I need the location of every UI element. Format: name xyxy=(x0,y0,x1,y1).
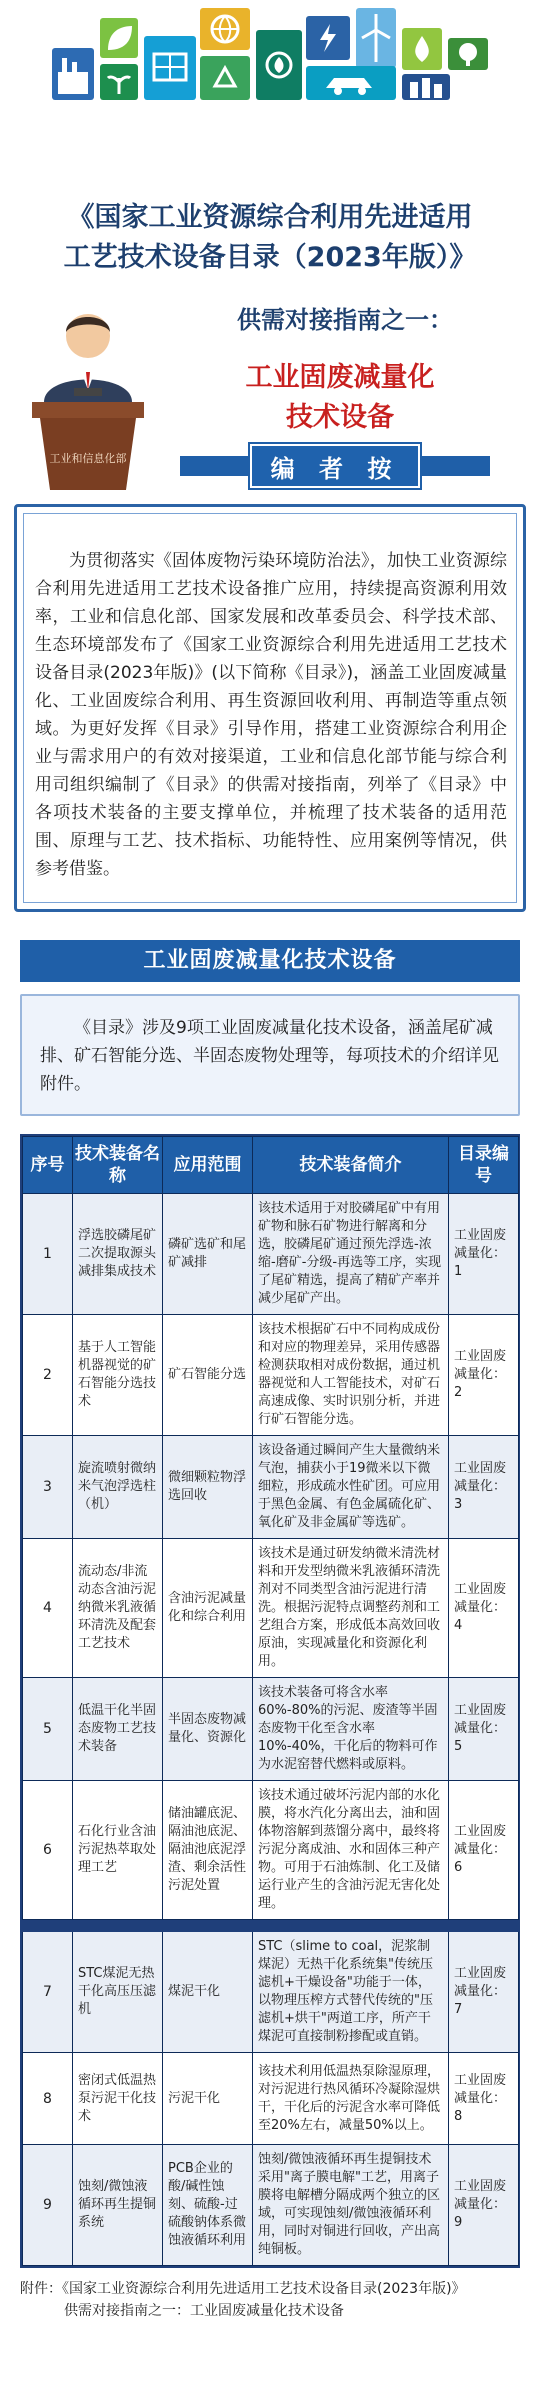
table-header-row xyxy=(23,1137,519,1194)
table-row xyxy=(23,2053,519,2145)
row-scope: 储油罐底泥、隔油池底泥、隔油池底泥浮渣、剩余活性污泥处置 xyxy=(163,1781,253,1920)
document-title xyxy=(0,198,540,278)
leaf-cycle-icon xyxy=(256,30,302,100)
row-code: 工业固废减量化：8 xyxy=(449,2053,519,2145)
solar-panel-icon xyxy=(144,36,196,100)
header-code: 目录编号 xyxy=(449,1137,519,1194)
topic-title xyxy=(190,358,490,438)
table-divider xyxy=(23,1920,519,1932)
row-scope: 矿石智能分选 xyxy=(163,1315,253,1436)
row-desc: 该技术通过破坏污泥内部的水化膜，将水汽化分离出去，油和固体物溶解到蒸馏分离中，最终将污泥分离成油、水和固体三种产物。可用于石油炼制、化工及储运行业产生的含油污泥无害化处理。 xyxy=(253,1781,449,1920)
row-name: 浮选胶磷尾矿二次提取源头减排集成技术 xyxy=(73,1194,163,1315)
row-scope: 半固态废物减量化、资源化 xyxy=(163,1678,253,1781)
recycle-icon xyxy=(200,56,250,100)
leaf-icon xyxy=(100,18,138,58)
attachment-line-1: 附件：《国家工业资源综合利用先进适用工艺技术设备目录(2023年版)》 xyxy=(20,2281,466,2297)
row-desc: 该技术利用低温热泵除湿原理，对污泥进行热风循环冷凝除湿烘干，干化后的污泥含水率可降低至20%左右，减量50%以上。 xyxy=(253,2053,449,2145)
row-seq: 6 xyxy=(23,1781,73,1920)
row-seq: 5 xyxy=(23,1678,73,1781)
section-intro-text: 《目录》涉及9项工业固废减量化技术设备，涵盖尾矿减排、矿石智能分选、半固态废物处理等，每项技术的介绍详见附件。 xyxy=(40,1018,499,1094)
row-scope: 含油污泥减量化和综合利用 xyxy=(163,1539,253,1678)
row-code: 工业固废减量化：7 xyxy=(449,1932,519,2053)
header-name: 技术装备名称 xyxy=(73,1137,163,1194)
plant-sprout-icon xyxy=(100,64,138,100)
title-line-2: 工艺技术设备目录（2023年版）》 xyxy=(63,242,477,273)
table-row xyxy=(23,1194,519,1315)
technology-table-grid xyxy=(22,1136,519,2266)
header-desc: 技术装备简介 xyxy=(253,1137,449,1194)
table-row xyxy=(23,1436,519,1539)
editor-note-label: 编 者 按 xyxy=(250,444,420,488)
row-scope: 微细颗粒物浮选回收 xyxy=(163,1436,253,1539)
technology-table xyxy=(20,1134,520,2268)
row-seq: 9 xyxy=(23,2145,73,2266)
speaker-at-podium-illustration xyxy=(14,302,162,492)
row-scope: 污泥干化 xyxy=(163,2053,253,2145)
row-name: 流动态/非流动态含油污泥纳微米乳液循环清洗及配套工艺技术 xyxy=(73,1539,163,1678)
row-scope: 磷矿选矿和尾矿减排 xyxy=(163,1194,253,1315)
editor-note-box xyxy=(14,504,526,912)
row-code: 工业固废减量化：6 xyxy=(449,1781,519,1920)
guide-header xyxy=(0,292,540,492)
row-code: 工业固废减量化：9 xyxy=(449,2145,519,2266)
row-name: 石化行业含油污泥热萃取处理工艺 xyxy=(73,1781,163,1920)
row-name: 低温干化半固态废物工艺技术装备 xyxy=(73,1678,163,1781)
row-code: 工业固废减量化：1 xyxy=(449,1194,519,1315)
row-desc: 该技术是通过研发纳微米清洗材料和开发型纳微米乳液循环清洗剂对不同类型含油污泥进行清洗。根据污泥特点调整药剂和工艺组合方案，形成低本高效回收原油，实现减量化和资源化利用。 xyxy=(253,1539,449,1678)
editor-note-paragraph: 为贯彻落实《固体废物污染环境防治法》，加快工业资源综合利用先进适用工艺技术设备推广应用，持续提高资源利用效率，工业和信息化部、国家发展和改革委员会、科学技术部、生态环境部发布了《国家工业资源综合利用先进适用工艺技术设备目录(2023年版)》(以下简称《目录》)，涵盖工业固废减量化、工业固废综合利用、再生资源回收利用、再制造等重点领域。为更好发挥《目录》引导作用，搭建工业资源综合利用企业与需求用户的有效对接渠道，工业和信息化部节能与综合利用司组织编制了《目录》的供需对接指南，列举了《目录》中各项技术装备的主要支撑单位，并梳理了技术装备的适用范围、原理与工艺、技术指标、功能特性、应用案例等情况，供参考借鉴。 xyxy=(35,551,507,879)
row-name: 密闭式低温热泵污泥干化技术 xyxy=(73,2053,163,2145)
row-name: 旋流喷射微纳米气泡浮选柱（机） xyxy=(73,1436,163,1539)
table-row xyxy=(23,1678,519,1781)
water-drop-icon xyxy=(402,28,442,70)
row-code: 工业固废减量化：2 xyxy=(449,1315,519,1436)
row-name: 基于人工智能机器视觉的矿石智能分选技术 xyxy=(73,1315,163,1436)
podium-label: 工业和信息化部 xyxy=(49,452,127,465)
lightning-icon xyxy=(306,16,350,60)
topic-line-2: 技术设备 xyxy=(286,402,394,433)
series-title: 供需对接指南之一： xyxy=(237,306,453,334)
row-seq: 3 xyxy=(23,1436,73,1539)
table-row xyxy=(23,1932,519,2053)
row-code: 工业固废减量化：5 xyxy=(449,1678,519,1781)
row-desc: 该设备通过瞬间产生大量微纳米气泡，捕获小于19微米以下微细粒，形成疏水性矿团。可应用于黑色金属、有色金属硫化矿、氧化矿及非金属矿等选矿。 xyxy=(253,1436,449,1539)
row-desc: STC（slime to coal，泥浆制煤泥）无热干化系统集"传统压滤机+干燥设备"功能于一体，以物理压榨方式替代传统的"压滤机+烘干"两道工序，所产干煤泥可直接制粉掺配或直销。 xyxy=(253,1932,449,2053)
row-seq: 8 xyxy=(23,2053,73,2145)
row-name: 蚀刻/微蚀液循环再生提铜系统 xyxy=(73,2145,163,2266)
table-row xyxy=(23,1539,519,1678)
city-icon xyxy=(402,74,450,100)
row-seq: 1 xyxy=(23,1194,73,1315)
section-heading: 工业固废减量化技术设备 xyxy=(20,940,520,982)
attachment-line-2: 供需对接指南之一：工业固废减量化技术设备 xyxy=(64,2303,344,2319)
row-desc: 该技术装备可将含水率60%-80%的污泥、废渣等半固态废物干化至含水率10%-40%，干化后的物料可作为水泥窑替代燃料或原料。 xyxy=(253,1678,449,1781)
row-code: 工业固废减量化：3 xyxy=(449,1436,519,1539)
row-desc: 蚀刻/微蚀液循环再生提铜技术采用"离子膜电解"工艺，用离子膜将电解槽分隔成两个独立的区域，可实现蚀刻/微蚀液循环利用，同时对铜进行回收，产出高纯铜板。 xyxy=(253,2145,449,2266)
row-desc: 该技术根据矿石中不同构成成份和对应的物理差异，采用传感器检测获取相对成份数据，通过机器视觉和人工智能技术，对矿石高速成像、实时识别分析，并进行矿石智能分选。 xyxy=(253,1315,449,1436)
row-name: STC煤泥无热干化高压压滤机 xyxy=(73,1932,163,2053)
editor-note-badge xyxy=(180,444,490,488)
row-seq: 4 xyxy=(23,1539,73,1678)
attachment-note xyxy=(20,2278,520,2322)
table-row xyxy=(23,1781,519,1920)
header-seq: 序号 xyxy=(23,1137,73,1194)
factory-icon xyxy=(52,48,94,100)
row-seq: 2 xyxy=(23,1315,73,1436)
row-seq: 7 xyxy=(23,1932,73,2053)
row-scope: 煤泥干化 xyxy=(163,1932,253,2053)
section-intro-box xyxy=(20,994,520,1116)
tree-icon xyxy=(448,38,488,70)
topic-line-1: 工业固废减量化 xyxy=(245,362,435,393)
header-scope: 应用范围 xyxy=(163,1137,253,1194)
table-row xyxy=(23,1315,519,1436)
table-row xyxy=(23,2145,519,2266)
row-scope: PCB企业的酸/碱性蚀刻、硫酸-过硫酸钠体系微蚀液循环利用 xyxy=(163,2145,253,2266)
title-line-1: 《国家工业资源综合利用先进适用 xyxy=(67,202,473,233)
row-code: 工业固废减量化：4 xyxy=(449,1539,519,1678)
globe-icon xyxy=(200,8,250,50)
green-industry-banner xyxy=(0,8,540,118)
electric-car-icon xyxy=(306,66,396,100)
wind-turbine-icon xyxy=(356,8,396,68)
row-desc: 该技术适用于对胶磷尾矿中有用矿物和脉石矿物进行解离和分选，胶磷尾矿通过预先浮选-浓缩-磨矿-分级-再选等工序，实现了尾矿精选，提高了精矿产率并减少尾矿产出。 xyxy=(253,1194,449,1315)
